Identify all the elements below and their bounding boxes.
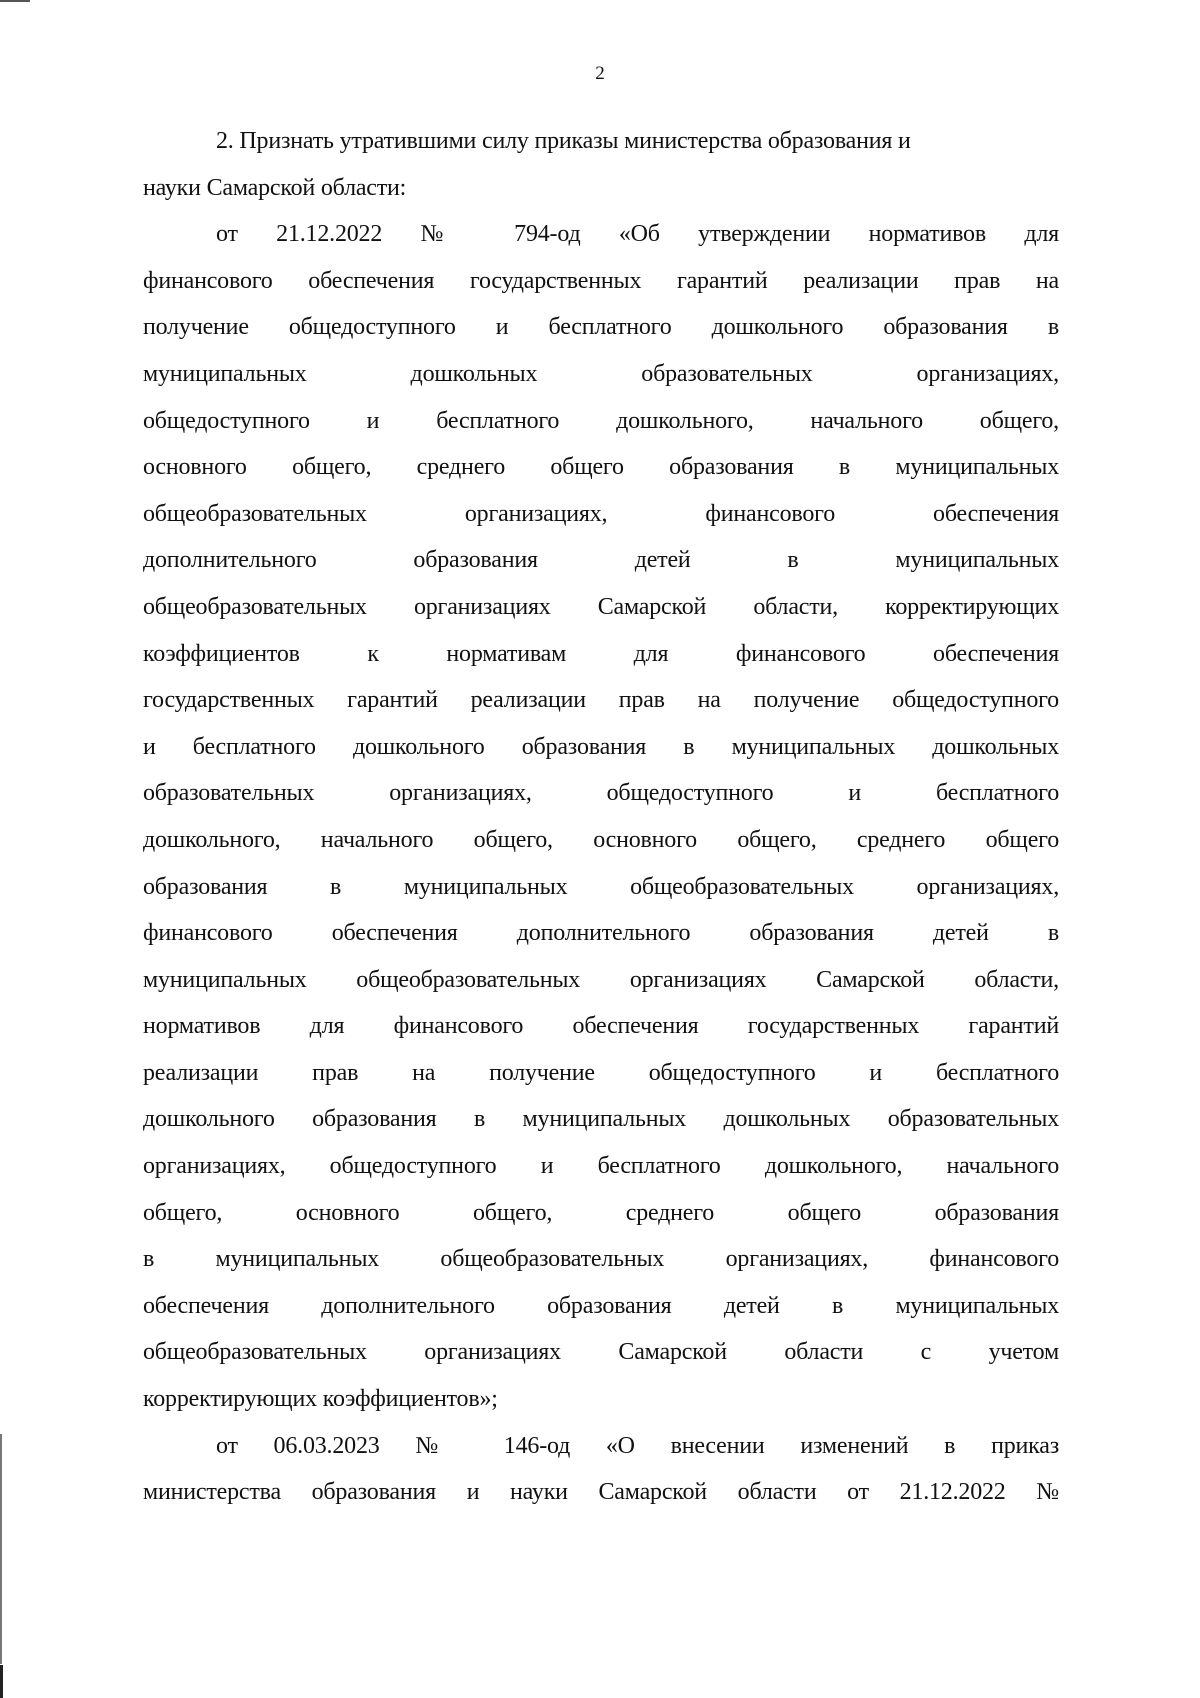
text-line: корректирующих коэффициентов»; <box>143 1386 498 1413</box>
text-line: получение общедоступного и бесплатного дошкольного образования в <box>143 314 1059 341</box>
page-number: 2 <box>595 63 605 84</box>
text-line: в муниципальных общеобразовательных организациях, финансового <box>143 1246 1059 1273</box>
paragraph-item-2 <box>143 118 1059 211</box>
text-line: общедоступного и бесплатного дошкольного, начального общего, <box>143 407 1059 434</box>
text-line: нормативов для финансового обеспечения государственных гарантий <box>143 1013 1059 1040</box>
text-line: муниципальных общеобразовательных организациях Самарской области, <box>143 966 1059 993</box>
text-line: организациях, общедоступного и бесплатного дошкольного, начального <box>143 1153 1059 1180</box>
text-line: министерства образования и науки Самарской области от 21.12.2022 № <box>143 1479 1059 1506</box>
paragraph-order-146 <box>143 1423 1059 1516</box>
text-line: дополнительного образования детей в муниципальных <box>143 547 1059 574</box>
text-line: коэффициентов к нормативам для финансового обеспечения <box>143 640 1059 667</box>
text-line: дошкольного образования в муниципальных дошкольных образовательных <box>143 1106 1059 1133</box>
text-line: общего, основного общего, среднего общего образования <box>143 1199 1059 1226</box>
text-line: финансового обеспечения дополнительного образования детей в <box>143 920 1059 947</box>
text-line: финансового обеспечения государственных гарантий реализации прав на <box>143 267 1059 294</box>
text-line: от 06.03.2023 № 146-од «О внесении изменений в приказ <box>216 1432 1059 1459</box>
scan-edge-mark-top <box>0 0 30 2</box>
text-line: от 21.12.2022 № 794-од «Об утверждении нормативов для <box>216 221 1059 248</box>
text-line: государственных гарантий реализации прав на получение общедоступного <box>143 687 1059 714</box>
text-line: основного общего, среднего общего образования в муниципальных <box>143 454 1059 481</box>
paragraph-order-794 <box>143 211 1059 1422</box>
text-line: дошкольного, начального общего, основного общего, среднего общего <box>143 826 1059 853</box>
text-line: общеобразовательных организациях, финансового обеспечения <box>143 500 1059 527</box>
text-line: обеспечения дополнительного образования детей в муниципальных <box>143 1292 1059 1319</box>
document-body <box>143 118 1059 1516</box>
text-line: образования в муниципальных общеобразовательных организациях, <box>143 873 1059 900</box>
text-line: и бесплатного дошкольного образования в муниципальных дошкольных <box>143 733 1059 760</box>
scan-edge-mark-left <box>0 1434 2 1664</box>
text-line: общеобразовательных организациях Самарской области с учетом <box>143 1339 1059 1366</box>
scan-edge-mark-left-bottom <box>0 1665 3 1698</box>
text-line: науки Самарской области: <box>143 174 407 201</box>
text-line: 2. Признать утратившими силу приказы министерства образования и <box>216 128 911 154</box>
text-line: муниципальных дошкольных образовательных организациях, <box>143 360 1059 387</box>
text-line: реализации прав на получение общедоступного и бесплатного <box>143 1059 1059 1086</box>
text-line: образовательных организациях, общедоступного и бесплатного <box>143 780 1059 807</box>
text-line: общеобразовательных организациях Самарской области, корректирующих <box>143 593 1059 620</box>
